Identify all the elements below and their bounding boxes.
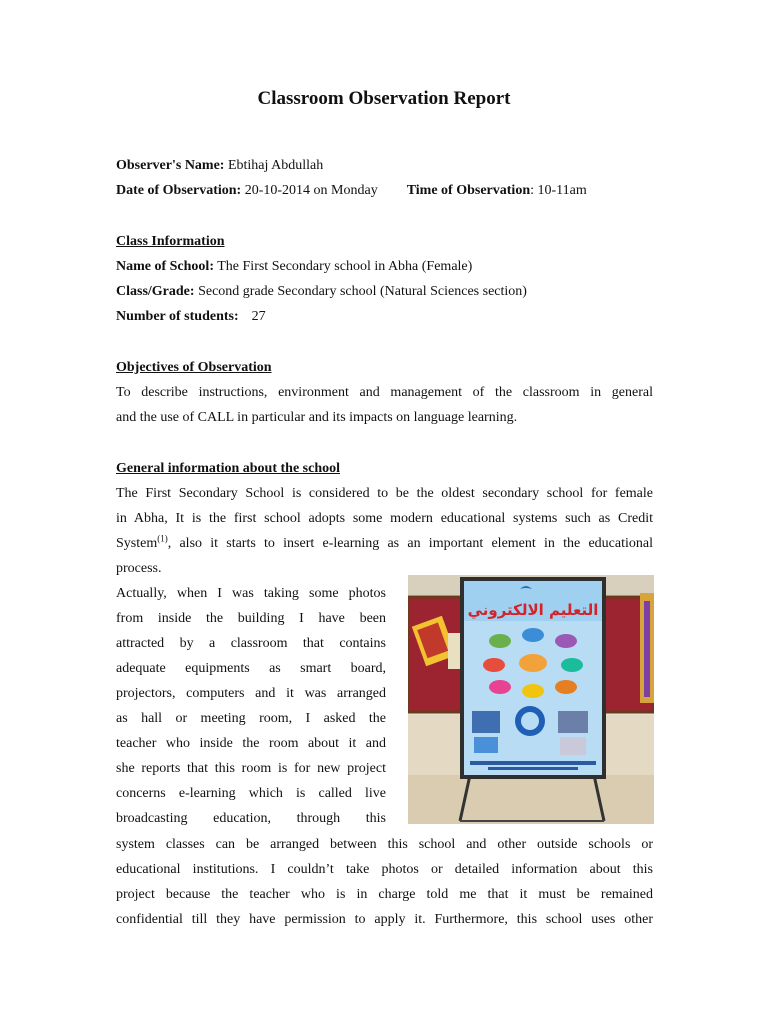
- time-value: : 10-11am: [530, 183, 587, 198]
- wrapped-line: teacher who inside the room about it and: [116, 736, 386, 751]
- grade-label: Class/Grade:: [116, 284, 195, 299]
- wrapped-line: broadcasting education, through this: [116, 811, 386, 826]
- school-label: Name of School:: [116, 259, 214, 274]
- school-line: [116, 257, 653, 276]
- paragraph-line: educational institutions. I couldn’t take photos or detailed information about this: [116, 862, 653, 877]
- footnote-marker: (1): [157, 533, 168, 544]
- wrapped-line: adequate equipments as smart board,: [116, 661, 386, 676]
- paragraph-line: confidential till they have permission to apply it. Furthermore, this school uses other: [116, 912, 653, 927]
- time-label: Time of Observation: [406, 183, 531, 198]
- class-info-heading: Class Information: [116, 234, 225, 249]
- date-time-line: [116, 181, 653, 200]
- poster-title: التعليم الالكتروني: [467, 601, 599, 619]
- paragraph-line: system classes can be arranged between this school and other outside schools or: [116, 837, 653, 852]
- students-line: [116, 307, 653, 326]
- paragraph-line: project because the teacher who is in charge told me that it must be remained: [116, 887, 653, 902]
- system-rest: , also it starts to insert e-learning as an important element in the educational: [167, 536, 653, 551]
- date-label: Date of Observation:: [116, 183, 242, 198]
- paragraph-line: The First Secondary School is considered to be the oldest secondary school for female: [116, 486, 653, 501]
- objectives-line: and the use of CALL in particular and its impacts on language learning.: [116, 410, 518, 425]
- paragraph-line: in Abha, It is the first school adopts some modern educational systems such as Credit: [116, 511, 653, 526]
- students-value: 27: [251, 309, 266, 324]
- report-title: Classroom Observation Report: [257, 88, 511, 109]
- wrapped-line: she reports that this room is for new project: [116, 761, 386, 776]
- date-value: 20-10-2014 on Monday: [244, 183, 378, 198]
- e-learning-poster-photo: [408, 575, 654, 824]
- wrapped-line: as hall or meeting room, I asked the: [116, 711, 386, 726]
- observer-label: Observer's Name:: [116, 158, 225, 173]
- wrapped-line: concerns e-learning which is called live: [116, 786, 386, 801]
- wrapped-line: from inside the building I have been: [116, 611, 386, 626]
- objectives-heading: Objectives of Observation: [116, 360, 272, 375]
- observer-line: [116, 156, 653, 175]
- system-word: System: [116, 536, 158, 551]
- observer-value: Ebtihaj Abdullah: [227, 158, 324, 173]
- grade-value: Second grade Secondary school (Natural Sciences section): [198, 284, 527, 299]
- wrapped-line: Actually, when I was taking some photos: [116, 586, 386, 601]
- school-value: The First Secondary school in Abha (Female): [217, 259, 473, 274]
- general-info-heading: General information about the school: [116, 461, 340, 476]
- wrapped-line: attracted by a classroom that contains: [116, 636, 386, 651]
- objectives-line: To describe instructions, environment and management of the classroom in general: [116, 385, 653, 400]
- paragraph-line: process.: [116, 561, 162, 576]
- paragraph-line: [116, 534, 653, 553]
- students-label: Number of students:: [116, 309, 239, 324]
- wrapped-line: projectors, computers and it was arranged: [116, 686, 386, 701]
- grade-line: [116, 282, 653, 301]
